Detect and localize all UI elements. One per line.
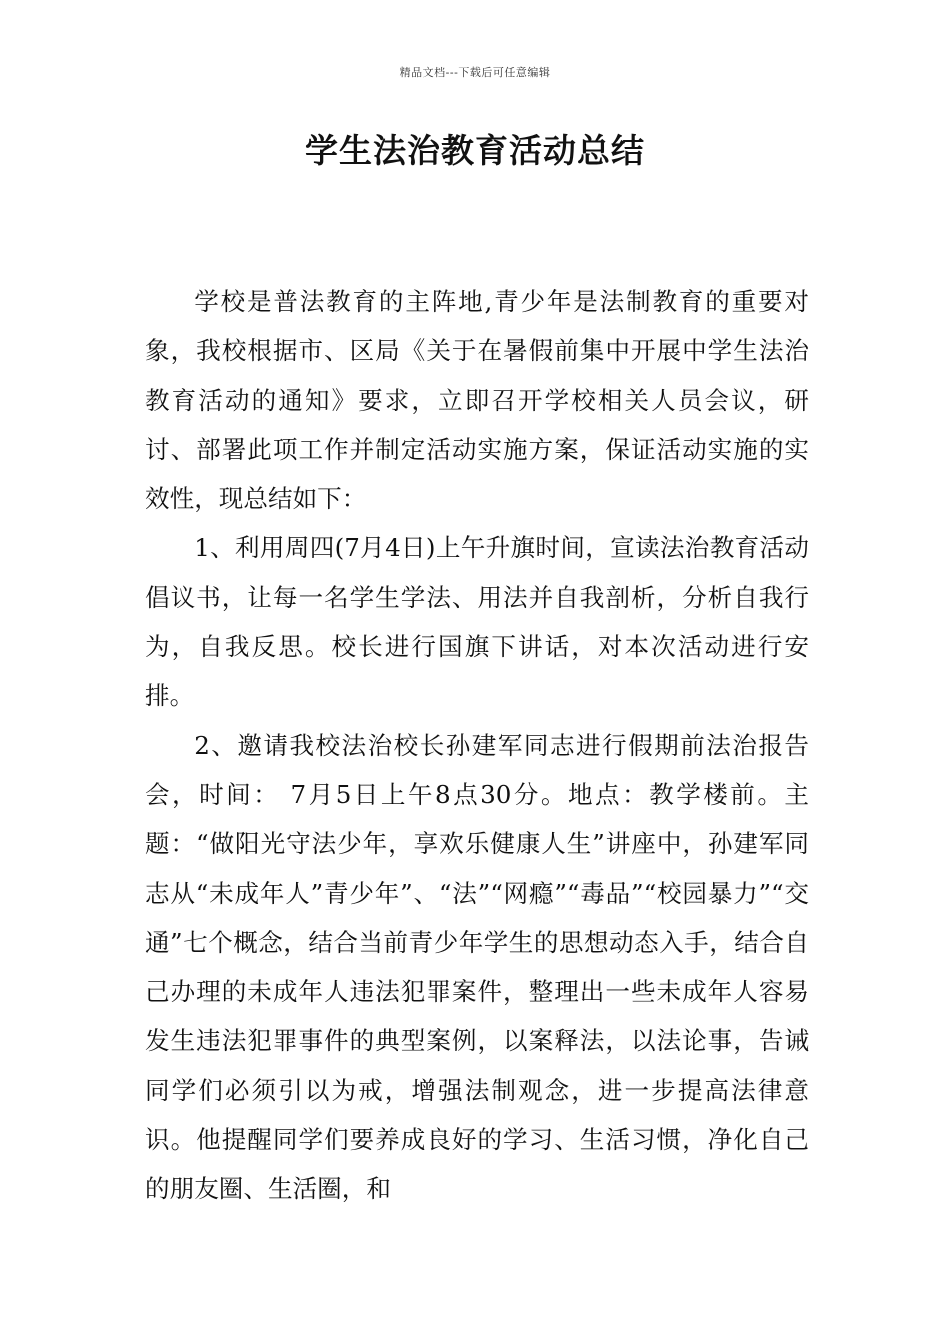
header-note: 精品文档---下载后可任意编辑 (399, 66, 551, 79)
document-body (145, 277, 809, 1214)
paragraph-intro: 学校是普法教育的主阵地,青少年是法制教育的重要对象，我校根据市、区局《关于在暑假前集中开展中学生法治教育活动的通知》要求，立即召开学校相关人员会议，研讨、部署此项工作并制定活动实施方案，保证活动实施的实效性，现总结如下： (145, 287, 809, 514)
paragraph-item-2: 2、邀请我校法治校长孙建军同志进行假期前法治报告会，时间： 7月5日上午8点30分。地点：教学楼前。主题：“做阳光守法少年，享欢乐健康人生”讲座中，孙建军同志从“未成年人”青少年”、“法”“网瘾”“毒品”“校园暴力”“交通”七个概念，结合当前青少年学生的思想动态入手，结合自己办理的未成年人违法犯罪案件，整理出一些未成年人容易发生违法犯罪事件的典型案例，以案释法，以法论事，告诫同学们必须引以为戒，增强法制观念，进一步提高法律意识。他提醒同学们要养成良好的学习、生活习惯，净化自己的朋友圈、生活圈，和 (145, 730, 809, 1204)
document-title: 学生法治教育活动总结 (305, 131, 645, 170)
paragraph-item-1: 1、利用周四(7月4日)上午升旗时间，宣读法治教育活动倡议书，让每一名学生学法、用法并自我剖析，分析自我行为，自我反思。校长进行国旗下讲话，对本次活动进行安排。 (145, 533, 809, 711)
